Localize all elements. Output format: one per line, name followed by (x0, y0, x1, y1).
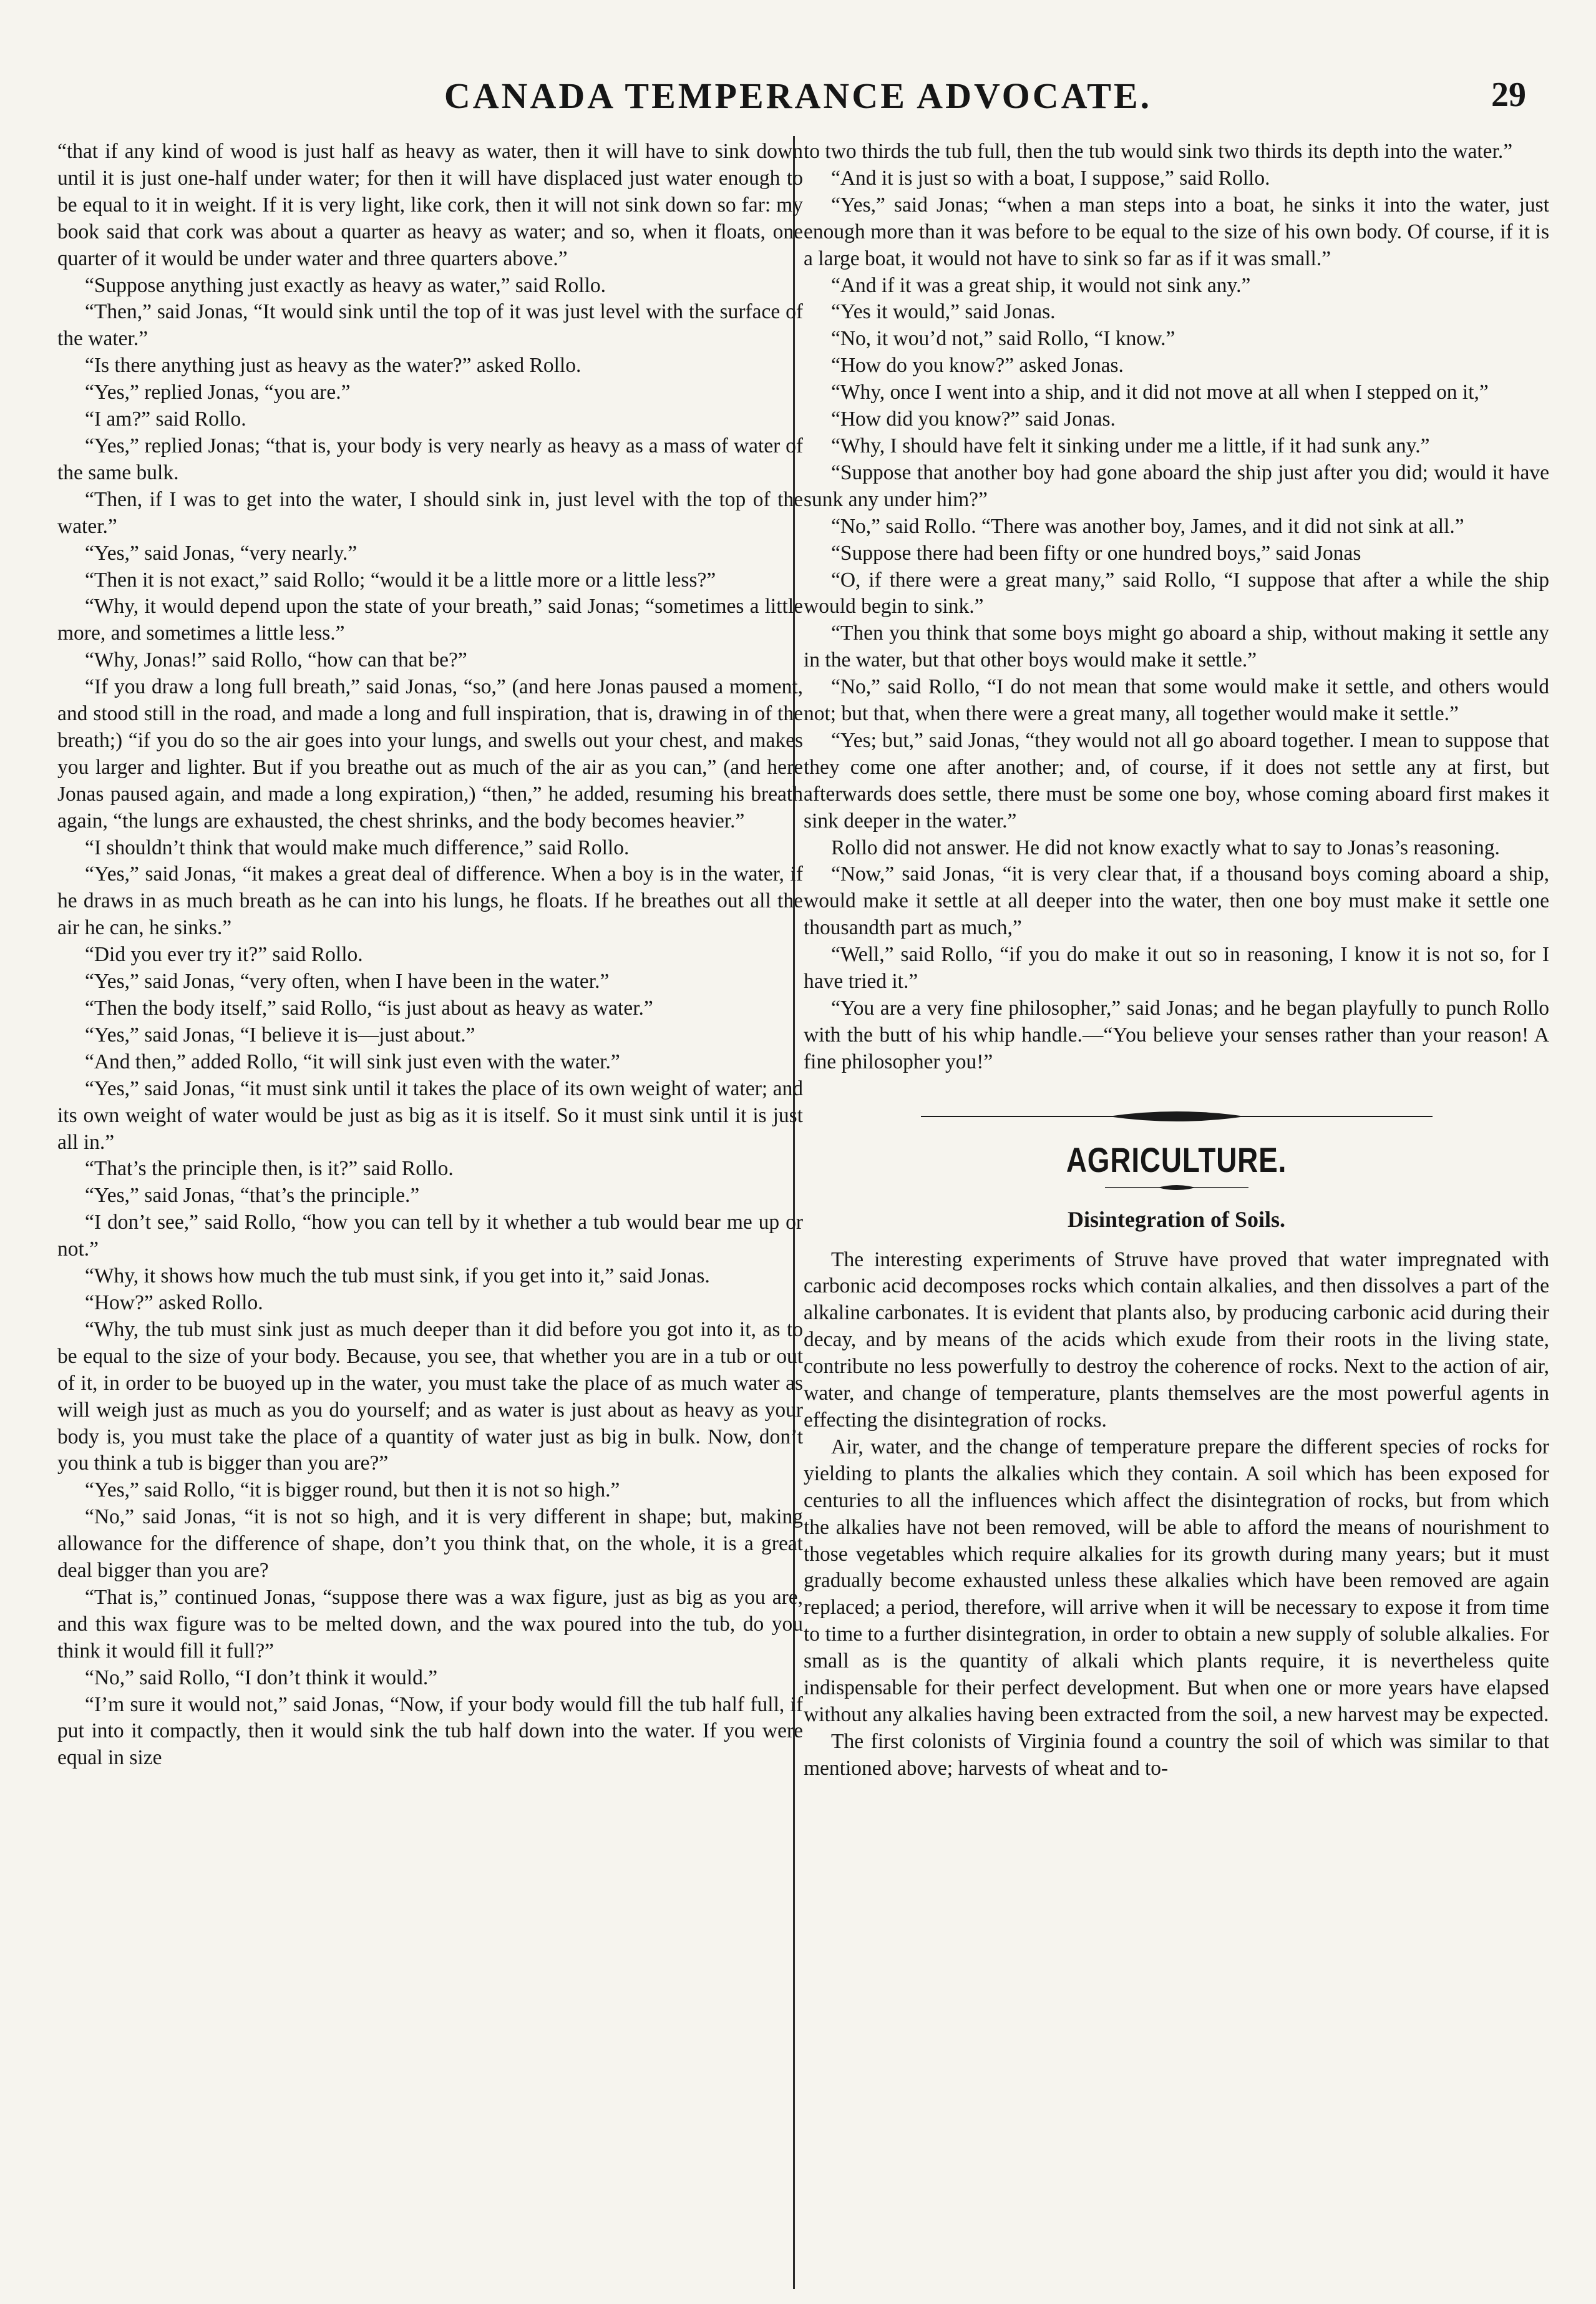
paragraph: “And then,” added Rollo, “it will sink just even with the water.” (85, 1050, 620, 1073)
paragraph: “Why, it shows how much the tub must sink, if you get into it,” said Jonas. (85, 1264, 710, 1288)
paragraph: “That is,” continued Jonas, “suppose there was a wax figure, just as big as you are, and this wax figure was to be melted down, and the wax poured into the tub, do you think it would fill it full?” (57, 1585, 803, 1662)
paragraph: “Yes,” said Jonas, “it makes a great deal of difference. When a boy is in the water, if he draws in as much breath as he can into his lungs, he floats. If he breathes out all the air he can, he sinks.” (57, 862, 803, 940)
paragraph: to two thirds the tub full, then the tub would sink two thirds its depth into the water.” (804, 140, 1513, 163)
paragraph: The first colonists of Virginia found a country the soil of which was similar to that mentioned above; harvests of wheat and to- (804, 1729, 1549, 1780)
paragraph: “Yes,” said Jonas, “that’s the principle.” (85, 1184, 420, 1208)
paragraph: “Yes,” replied Jonas; “that is, your body is very nearly as heavy as a mass of water of the same bulk. (57, 434, 803, 484)
paragraph: “Why, it would depend upon the state of your breath,” said Jonas; “sometimes a little more, and sometimes a little less.” (57, 595, 803, 645)
paragraph: “I am?” said Rollo. (85, 408, 246, 431)
paragraph: “Yes,” said Rollo, “it is bigger round, but then it is not so high.” (85, 1478, 620, 1502)
paragraph: “Yes; but,” said Jonas, “they would not all go aboard together. I mean to suppose that they come one after another; and, of course, if it does not settle any at first, but afterwards does settle, there must be some one boy, whose coming aboard first makes it sink deeper in the water.” (804, 728, 1549, 832)
paragraph: “You are a very fine philosopher,” said Jonas; and he began playfully to punch Rollo with the butt of his whip handle.—“You believe your senses rather than your reason! A fine philosopher you!” (804, 997, 1549, 1073)
paragraph: “Why, the tub must sink just as much deeper than it did before you got into it, as to be equal to the size of your body. Because, you see, that whether you are in a tub or out of it, in order to be buoyed up in the water, you must take the place of as much water as will weigh just as much as you do yourself; and as water is just about as heavy as your body is, you must take the place of a quantity of water just as big in bulk. Now, don’t you think a tub is bigger than you are?” (57, 1317, 803, 1475)
paragraph: “How?” asked Rollo. (85, 1291, 263, 1314)
paragraph: “And it is just so with a boat, I suppose,” said Rollo. (831, 166, 1270, 190)
page-header (51, 75, 1545, 126)
paragraph: “No,” said Jonas, “it is not so high, and it is very different in shape; but, making allowance for the difference of shape, don’t you think that, on the whole, it is a great deal bigger than you are? (57, 1505, 803, 1583)
paragraph: “Yes,” said Jonas; “when a man steps into a boat, he sinks it into the water, just enough more than it was before to be equal to the size of his own body. Of course, if it is a large boat, it would not have to sink so far as if it was small.” (804, 193, 1549, 270)
paragraph: “How did you know?” said Jonas. (831, 408, 1116, 431)
paragraph: “Why, Jonas!” said Rollo, “how can that be?” (85, 648, 467, 672)
paragraph: “Then you think that some boys might go aboard a ship, without making it settle any in the water, but that other boys would make it settle.” (804, 622, 1549, 672)
paragraph: “How do you know?” asked Jonas. (831, 354, 1124, 378)
left-column (57, 139, 803, 2285)
paragraph: “Why, once I went into a ship, and it did not move at all when I stepped on it,” (831, 381, 1489, 404)
right-column (804, 139, 1549, 2285)
story-continuation (804, 139, 1549, 1076)
paragraph: “And if it was a great ship, it would not sink any.” (831, 273, 1251, 297)
section-heading-agriculture: AGRICULTURE. (1066, 1140, 1287, 1179)
paragraph: “Yes,” said Jonas, “I believe it is—just about.” (85, 1023, 475, 1047)
paragraph: “Yes,” said Jonas, “it must sink until it takes the place of its own weight of water; and its own weight of water would be just as big as it is itself. So it must sink until it is just all in.” (57, 1076, 803, 1154)
paragraph: “If you draw a long full breath,” said Jonas, “so,” (and here Jonas paused a moment, and stood still in the road, and made a long and full inspiration, that is, drawing in of the breath;) “if you do so the air goes into your lungs, and swells out your chest, and makes you larger and lighter. But if you breathe out as much of the air as you can,” (and here Jonas paused again, and made a long expiration,) “then,” he added, resuming his breath again, “the lungs are exhausted, the chest shrinks, and the body becomes heavier.” (57, 675, 803, 832)
paragraph: Air, water, and the change of temperature prepare the different species of rocks for yielding to plants the alkalies which they contain. A soil which has been exposed for centuries to all the influences which affect the disintegration of rocks, but from which the alkalies have not been removed, will be able to afford the means of nourishment to those vegetables which require alkalies for its growth during many years; but it must gradually become exhausted unless these alkalies which have been removed are again replaced; a period, therefore, will arrive when it will be necessary to expose it from time to time to a further disintegration, in order to obtain a new supply of soluble alkalies. For small as is the quantity of alkali which plants require, it is nevertheless quite indispensable for their perfect development. But when one or more years have elapsed without any alkalies having been extracted from the soil, a new harvest may be expected. (804, 1435, 1549, 1726)
paragraph: “No,” said Rollo, “I do not mean that some would make it settle, and others would not; but that, when there were a great many, all together would make it settle.” (804, 675, 1549, 726)
article-title: Disintegration of Soils. (1067, 1206, 1285, 1232)
paragraph: “Then, if I was to get into the water, I should sink in, just level with the top of the water.” (57, 487, 803, 538)
paragraph: “Then the body itself,” said Rollo, “is just about as heavy as water.” (85, 997, 653, 1020)
masthead-title: CANADA TEMPERANCE ADVOCATE. (444, 76, 1152, 116)
page-number: 29 (1491, 76, 1526, 114)
paragraph: “Yes,” said Jonas, “very nearly.” (85, 541, 358, 565)
paragraph: “I’m sure it would not,” said Jonas, “Now, if your body would fill the tub half full, if put into it compactly, then it would sink the tub half down into the water. If you were equal in size (57, 1692, 803, 1770)
paragraph: “Did you ever try it?” said Rollo. (85, 943, 363, 967)
paragraph: “Suppose anything just exactly as heavy as water,” said Rollo. (85, 273, 606, 297)
paragraph: “Why, I should have felt it sinking under me a little, if it had sunk any.” (831, 434, 1430, 457)
section-divider-ornament (921, 1108, 1433, 1125)
paragraph: “Yes,” replied Jonas, “you are.” (85, 381, 351, 404)
paragraph: “Suppose that another boy had gone aboard the ship just after you did; would it have sunk any under him?” (804, 461, 1549, 511)
paragraph: The interesting experiments of Struve have proved that water impregnated with carbonic acid decomposes rocks which contain alkalies, and then dissolves a part of the alkaline carbonates. It is evident that plants also, by producing carbonic acid during their decay, and by means of the acids which exude from their roots in the living state, contribute no less powerfully to destroy the coherence of rocks. Next to the action of air, water, and change of temperature, plants themselves are the most powerful agents in effecting the disintegration of rocks. (804, 1247, 1549, 1432)
paragraph: “I don’t see,” said Rollo, “how you can tell by it whether a tub would bear me up or not.” (57, 1211, 803, 1261)
paragraph: “Suppose there had been fifty or one hundred boys,” said Jonas (831, 541, 1361, 565)
heading-rule-ornament (1105, 1183, 1248, 1193)
paragraph: “Is there anything just as heavy as the water?” asked Rollo. (85, 354, 581, 378)
paragraph: “Then,” said Jonas, “It would sink until the top of it was just level with the surface of the water.” (57, 300, 803, 351)
paragraph: “O, if there were a great many,” said Rollo, “I suppose that after a while the ship would begin to sink.” (804, 568, 1549, 618)
paragraph: “No,” said Rollo, “I don’t think it would.” (85, 1666, 438, 1689)
paragraph: “No, it wou’d not,” said Rollo, “I know.” (831, 327, 1175, 351)
paragraph: “No,” said Rollo. “There was another boy, James, and it did not sink at all.” (831, 514, 1464, 538)
paragraph: “That’s the principle then, is it?” said Rollo. (85, 1157, 454, 1181)
paragraph: “I shouldn’t think that would make much difference,” said Rollo. (85, 836, 630, 859)
paragraph: “Now,” said Jonas, “it is very clear that, if a thousand boys coming aboard a ship, would make it settle at all deeper into the water, then one boy must make it settle one thousandth part as much,” (804, 862, 1549, 940)
paragraph: “Well,” said Rollo, “if you do make it out so in reasoning, I know it is not so, for I have tried it.” (804, 943, 1549, 993)
paragraph: “Then it is not exact,” said Rollo; “would it be a little more or a little less?” (85, 568, 716, 592)
paragraph: Rollo did not answer. He did not know exactly what to say to Jonas’s reasoning. (831, 836, 1500, 859)
paragraph: “that if any kind of wood is just half as heavy as water, then it will have to sink down until it is just one-half under water; for then it will have displaced just water enough to be equal to it in weight. If it is very light, like cork, then it will not sink down so far: my book said that cork was about a quarter as heavy as water; and so, when it floats, one quarter of it would be under water and three quarters above.” (57, 140, 803, 270)
paragraph: “Yes,” said Jonas, “very often, when I have been in the water.” (85, 970, 610, 993)
paragraph: “Yes it would,” said Jonas. (831, 300, 1056, 324)
agriculture-article-body (804, 1247, 1549, 1782)
